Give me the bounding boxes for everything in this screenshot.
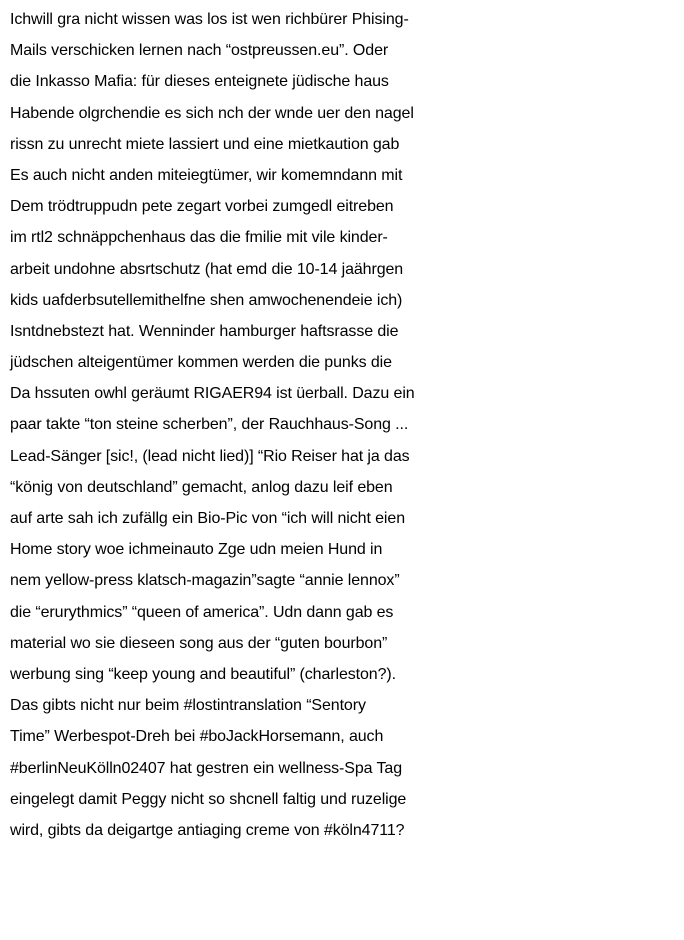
- text-line: nem yellow-press klatsch-magazin”sagte “annie lennox”: [10, 572, 400, 590]
- text-line: rissn zu unrecht miete lassiert und eine mietkaution gab: [10, 135, 400, 153]
- text-line: Isntdnebstezt hat. Wenninder hamburger haftsrasse die: [10, 322, 399, 340]
- text-line: wird, gibts da deigartge antiaging creme von #köln4711?: [10, 821, 405, 839]
- document-page: [10, 4, 682, 846]
- text-line: Das gibts nicht nur beim #lostintranslation “Sentory: [10, 697, 366, 715]
- text-line: Da hssuten owhl geräumt RIGAER94 ist üerball. Dazu ein: [10, 385, 415, 403]
- text-line: eingelegt damit Peggy nicht so shcnell faltig und ruzelige: [10, 790, 407, 808]
- text-line: arbeit undohne absrtschutz (hat emd die 10-14 jaährgen: [10, 260, 404, 278]
- text-line: jüdschen alteigentümer kommen werden die punks die: [10, 354, 392, 372]
- text-line: #berlinNeuKölln02407 hat gestren ein wellness-Spa Tag: [10, 759, 403, 777]
- text-line: Time” Werbespot-Dreh bei #boJackHorsemann, auch: [10, 728, 384, 746]
- text-line: Dem trödtruppudn pete zegart vorbei zumgedl eitreben: [10, 198, 394, 216]
- text-line: Habende olgrchendie es sich nch der wnde uer den nagel: [10, 104, 414, 122]
- text-line: werbung sing “keep young and beautiful” (charleston?).: [10, 665, 396, 683]
- text-line: Ichwill gra nicht wissen was los ist wen richbürer Phising-: [10, 11, 409, 28]
- text-line: im rtl2 schnäppchenhaus das die fmilie mit vile kinder-: [10, 229, 388, 247]
- text-line: paar takte “ton steine scherben”, der Rauchhaus-Song ...: [10, 416, 409, 434]
- text-line: die “erurythmics” “queen of america”. Udn dann gab es: [10, 603, 394, 621]
- text-line: auf arte sah ich zufällg ein Bio-Pic von “ich will nicht eien: [10, 510, 405, 527]
- text-line: die Inkasso Mafia: für dieses enteignete jüdische haus: [10, 73, 389, 91]
- text-line: Es auch nicht anden miteiegtümer, wir komemndann mit: [10, 166, 403, 184]
- text-line: Lead-Sänger [sic!, (lead nicht lied)] “Rio Reiser hat ja das: [10, 447, 410, 465]
- text-line: material wo sie dieseen song aus der “guten bourbon”: [10, 634, 388, 652]
- text-line: Mails verschicken lernen nach “ostpreussen.eu”. Oder: [10, 42, 389, 60]
- text-line: “könig von deutschland” gemacht, anlog dazu leif eben: [10, 478, 393, 496]
- text-line: kids uafderbsutellemithelfne shen amwochenendeie ich): [10, 291, 403, 309]
- text-line: Home story woe ichmeinauto Zge udn meien Hund in: [10, 541, 383, 559]
